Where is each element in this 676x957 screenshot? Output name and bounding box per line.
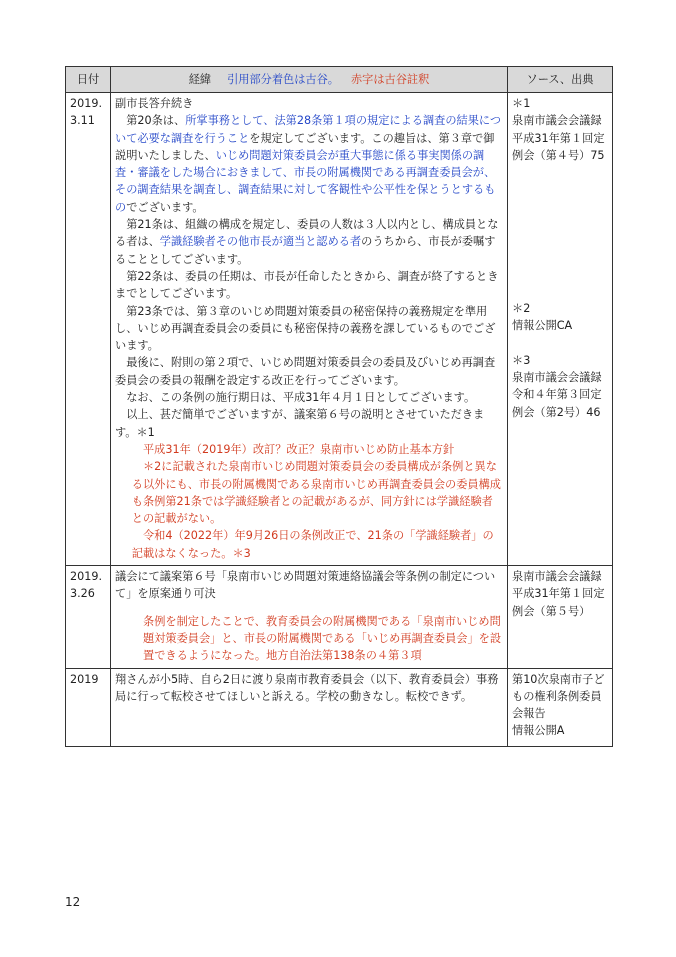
row-content	[111, 93, 508, 566]
header-legend-red: 赤字は古谷註釈	[350, 72, 430, 86]
annotation: 平成31年（2019年）改訂？改正？泉南市いじめ防止基本方針	[142, 442, 455, 456]
paragraph: 第20条は、所掌事務として、法第28条第１項の規定による調査の結果について必要な調査を行うことを規定してございます。この趣旨は、第３章で御説明いたしました、いじめ問題対策委員会が重大事態に係る事実関係の調査・審議をした場合におきまして、市長の附属機関である再調査委員会が、その調査結果を調査し、調査結果に対して客観性や公平性を保とうとするものでございます。	[115, 114, 502, 214]
table-header-row	[66, 67, 613, 93]
row-date: 2019. 3.26	[66, 566, 111, 668]
annotation-block	[115, 441, 503, 562]
chronology-table	[65, 66, 613, 747]
row-content	[111, 566, 508, 668]
paragraph: 副市長答弁続き	[115, 97, 194, 110]
header-date: 日付	[66, 67, 111, 93]
annotation: 条例を制定したことで、教育委員会の附属機関である「泉南市いじめ問題対策委員会」と、市長の附属機関である「いじめ再調査委員会」を設置できるようになった。地方自治法第138条の４第３項	[143, 614, 502, 663]
row-source: 泉南市議会会議録 平成31年第１回定例会（第５号）	[508, 566, 613, 668]
paragraph: 以上、甚だ簡単でございますが、議案第６号の説明とさせていただきます。＊1	[115, 408, 485, 439]
paragraph: 議会にて議案第６号「泉南市いじめ問題対策連絡協議会等条例の制定について」を原案通り可決	[115, 570, 496, 601]
source-ref: ＊3 泉南市議会会議録 令和４年第３回定例会（第2号）46	[512, 353, 602, 419]
row-date: 2019	[66, 668, 111, 746]
annotation: 令和4（2022年）年9月26日の条例改正で、21条の「学識経験者」の記載はなくなった。＊3	[131, 529, 494, 560]
table-row	[66, 668, 613, 746]
quoted-text: いじめ問題対策委員会が重大事態に係る事実関係の調査・審議をした場合におきまして、市長の附属機関である再調査委員会が、その調査結果を調査し、調査結果に対して客観性や公平性を保とうとするもの	[115, 148, 496, 214]
header-legend-blue: 引用部分着色は古谷。	[227, 72, 339, 86]
annotation: ＊2に記載された泉南市いじめ問題対策委員会の委員構成が条例と異なる以外にも、市長の附属機関である泉南市いじめ再調査委員会の委員構成も条例第21条では学識経験者との記載があるが、同方針には学識経験者との記載がない。	[131, 460, 501, 526]
paragraph: 第23条では、第３章のいじめ問題対策委員の秘密保持の義務規定を準用し、いじめ再調査委員会の委員にも秘密保持の義務を課しているものでございます。	[115, 304, 496, 353]
source-ref: ＊2 情報公開CA	[512, 302, 573, 333]
paragraph: 第21条は、組織の構成を規定し、委員の人数は３人以内とし、構成員となる者は、学識経験者その他市長が適当と認める者のうちから、市長が委嘱することとしてございます。	[115, 218, 499, 266]
row-date: 2019. 3.11	[66, 93, 111, 566]
paragraph: 翔さんが小5時、自ら2日に渡り泉南市教育委員会（以下、教育委員会）事務局に行って転校させてほしいと訴える。学校の動きなし。転校できず。	[115, 672, 499, 703]
table-row	[66, 566, 613, 668]
row-content	[111, 668, 508, 746]
row-source: 第10次泉南市子どもの権利条例委員会報告 情報公開A	[508, 668, 613, 746]
header-source: ソース、出典	[508, 67, 613, 93]
row-source	[508, 93, 613, 566]
paragraph: なお、この条例の施行期日は、平成31年４月１日としてございます。	[126, 391, 476, 405]
page-number: 12	[65, 895, 81, 909]
quoted-text: 所掌事務として、法第28条第１項の規定による調査の結果について必要な調査を行うこと	[115, 114, 502, 145]
table-row	[66, 93, 613, 566]
paragraph: 最後に、附則の第２項で、いじめ問題対策委員会の委員及びいじめ再調査委員会の委員の報酬を設定する改正を行ってございます。	[115, 356, 496, 387]
paragraph: 第22条は、委員の任期は、市長が任命したときから、調査が終了するときまでとしてございます。	[115, 269, 499, 301]
header-progress-label: 経緯	[188, 72, 212, 86]
header-progress	[111, 67, 508, 93]
quoted-text: 学識経験者その他市長が適当と認める者	[159, 235, 362, 249]
source-ref: ＊1 泉南市議会会議録 平成31年第１回定例会（第４号）75	[512, 97, 605, 162]
